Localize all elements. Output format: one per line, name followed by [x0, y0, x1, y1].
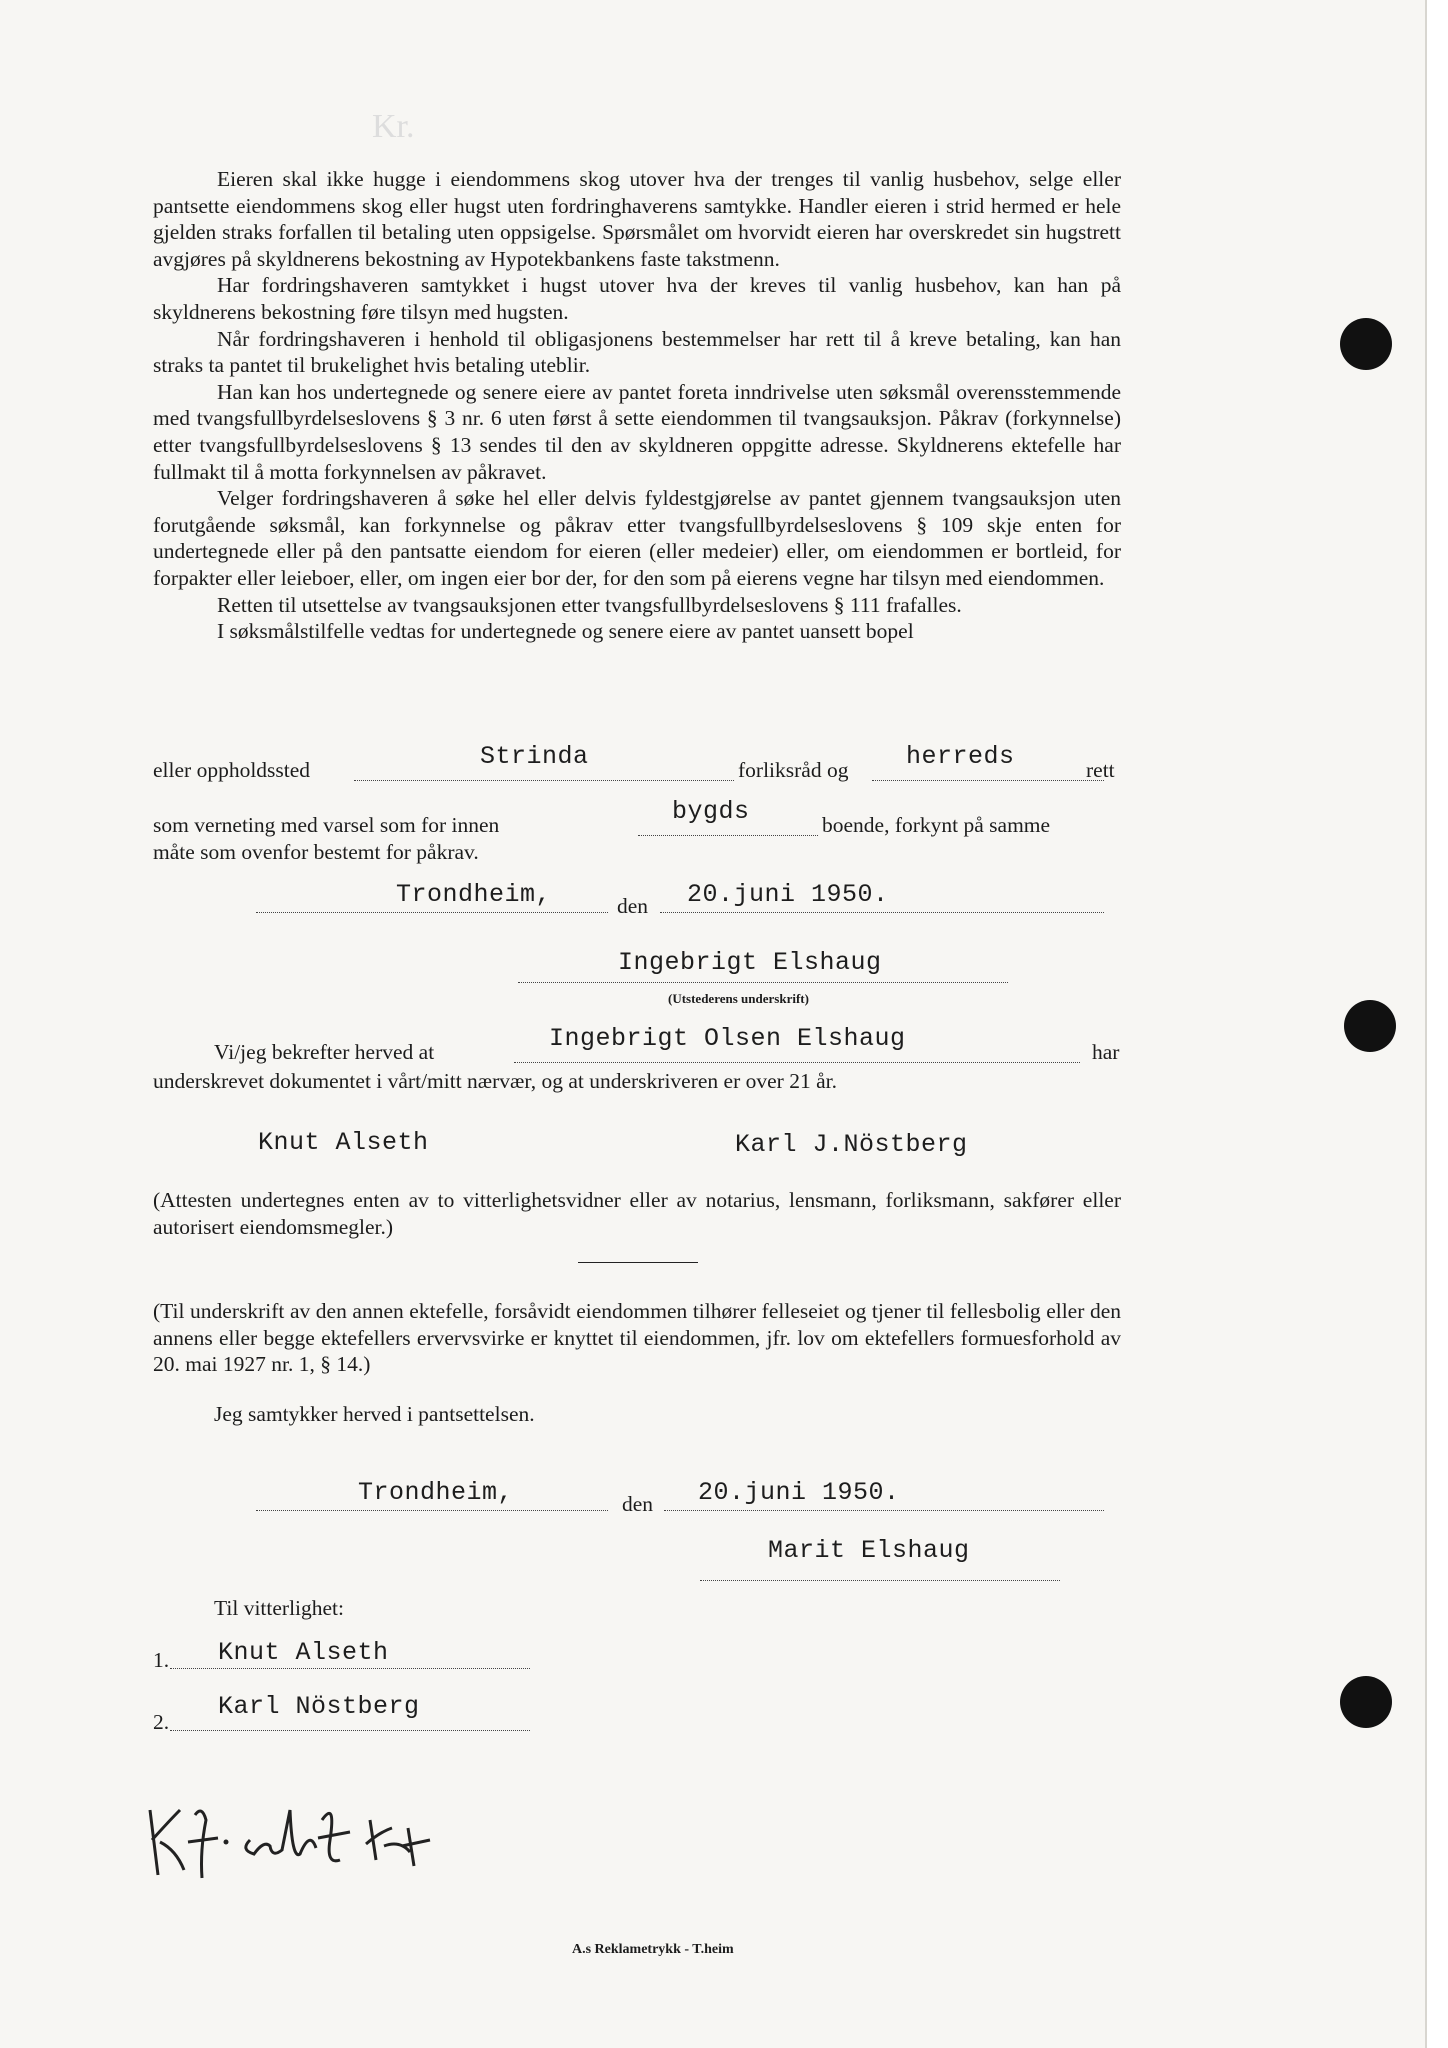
issuer-den: den	[617, 894, 649, 918]
venue-district: bygds	[672, 797, 750, 826]
separator-rule	[578, 1262, 698, 1263]
witness-line-2	[170, 1730, 530, 1731]
venue-district-line	[638, 835, 818, 836]
spouse-consent: Jeg samtykker herved i pantsettelsen.	[214, 1402, 535, 1426]
punch-hole	[1340, 1676, 1392, 1728]
spouse-place: Trondheim,	[358, 1478, 514, 1507]
venue-line2-prefix: som verneting med varsel som for innen	[153, 813, 500, 837]
issuer-place: Trondheim,	[396, 880, 552, 909]
witness-line2: underskrevet dokumentet i vårt/mitt nærvær, og at underskriveren er over 21 år.	[153, 1069, 837, 1093]
venue-place: Strinda	[480, 742, 589, 771]
spouse-signature-line	[700, 1580, 1060, 1581]
issuer-date: 20.juni 1950.	[687, 880, 889, 909]
venue-suffix: rett	[1086, 758, 1115, 782]
spouse-den: den	[622, 1492, 654, 1516]
paragraph-logging: Eieren skal ikke hugge i eiendommens skog utover hva der trenges til vanlig husbehov, selge eller pantsette eiendommens skog eller hugst uten fordringhaverens samtykke. Handler eieren i strid hermed er hele gjelden straks forfallen til betaling uten oppsigelse. Spørsmålet om hvorvidt eieren har overskredet sin hugstrett avgjøres på skyldnerens bekostning av Hypotekbankens faste takstmenn.	[153, 167, 1121, 271]
paragraph-supervision: Har fordringshaveren samtykket i hugst utover hva der kreves til vanlig husbehov, kan han på skyldnerens bekostning føre tilsyn med hugsten.	[153, 273, 1121, 324]
paragraph-enforcement: Han kan hos undertegnede og senere eiere av pantet foreta inndrivelse uten søksmål overensstemmende med tvangsfullbyrdelseslovens § 3 nr. 6 uten først å sette eiendommen til tvangsauksjon. Påkrav (forkynnelse) etter tvangsfullbyrdelseslovens § 13 sendes til den av skyldneren oppgitte adresse. Skyldnerens ektefelle har fullmakt til å motta forkynnelsen av påkravet.	[153, 379, 1121, 484]
witness-line-1	[170, 1668, 530, 1669]
venue-prefix: eller oppholdssted	[153, 758, 311, 782]
witness-number-2: 2.	[153, 1710, 170, 1734]
witnesses-heading: Til vitterlighet:	[214, 1596, 345, 1620]
issuer-signature-caption: (Utstederens underskrift)	[668, 991, 809, 1006]
witness-suffix: har	[1092, 1040, 1120, 1064]
spouse-signature: Marit Elshaug	[768, 1536, 970, 1565]
issuer-signature-line	[518, 982, 1008, 983]
paragraph-payment: Når fordringshaveren i henhold til obligasjonens bestemmelser har rett til å kreve betaling, kan han straks ta pantet til brukelighet hvis betaling uteblir.	[153, 326, 1121, 378]
bleed-through-mark: Kr.	[372, 108, 415, 145]
handwritten-annotation	[140, 1780, 460, 1890]
printer-imprint: A.s Reklametrykk - T.heim	[572, 1942, 734, 1957]
witness-number-1: 1.	[153, 1648, 170, 1672]
punch-hole	[1340, 318, 1392, 370]
venue-line2-suffix: boende, forkynt på samme	[822, 813, 1051, 837]
venue-mid: forliksråd og	[738, 758, 849, 782]
paragraph-postponement: Retten til utsettelse av tvangsauksjonen etter tvangsfullbyrdelseslovens § 111 frafalles.	[217, 592, 962, 617]
venue-court-line	[872, 780, 1104, 781]
paragraph-auction: Velger fordringshaveren å søke hel eller delvis fyldestgjørelse av pantet gjennem tvangsauksjon uten forutgående søksmål, kan forkynnelse og påkrav etter tvangsfullbyrdelseslovens § 109 skje enten for undertegnede eller på den pantsatte eiendom for eieren (eller medeier) eller, om eiendommen er bortleid, for forpakter eller leieboer, eller, om ingen eier bor der, for den som på eierens vegne har tilsyn med eiendommen.	[153, 486, 1121, 590]
spouse-witness2: Karl Nöstberg	[218, 1692, 420, 1721]
issuer-date-line	[660, 912, 1104, 913]
spouse-note: (Til underskrift av den annen ektefelle, forsåvidt eiendommen tilhører felleseiet og tjener til fellesbolig eller den annens eller begge ektefellers ervervsvirke er knyttet til eiendommen, jfr. lov om ektefellers formuesforhold av 20. mai 1927 nr. 1, § 14.)	[153, 1299, 1121, 1377]
spouse-date-line	[664, 1510, 1104, 1511]
issuer-place-line	[256, 912, 608, 913]
spouse-witness1: Knut Alseth	[218, 1638, 389, 1667]
witness1-signature: Knut Alseth	[258, 1128, 429, 1157]
venue-line3: måte som ovenfor bestemt for påkrav.	[153, 840, 479, 864]
venue-place-line	[354, 780, 734, 781]
paragraph-venue-intro: I søksmålstilfelle vedtas for undertegnede og senere eiere av pantet uansett bopel	[217, 619, 914, 644]
spouse-date: 20.juni 1950.	[698, 1478, 900, 1507]
terms-text	[153, 166, 1121, 645]
witness-name: Ingebrigt Olsen Elshaug	[549, 1024, 906, 1053]
witness-name-line	[514, 1062, 1080, 1063]
witness2-signature: Karl J.Nöstberg	[735, 1130, 968, 1159]
punch-hole	[1344, 1000, 1396, 1052]
attestation-note: (Attesten undertegnes enten av to vitterlighetsvidner eller av notarius, lensmann, forliksmann, sakfører eller autorisert eiendomsmegler.)	[153, 1188, 1121, 1239]
issuer-signature: Ingebrigt Elshaug	[618, 948, 882, 977]
venue-court: herreds	[906, 742, 1015, 771]
spouse-place-line	[256, 1510, 608, 1511]
witness-prefix: Vi/jeg bekrefter herved at	[214, 1040, 435, 1064]
